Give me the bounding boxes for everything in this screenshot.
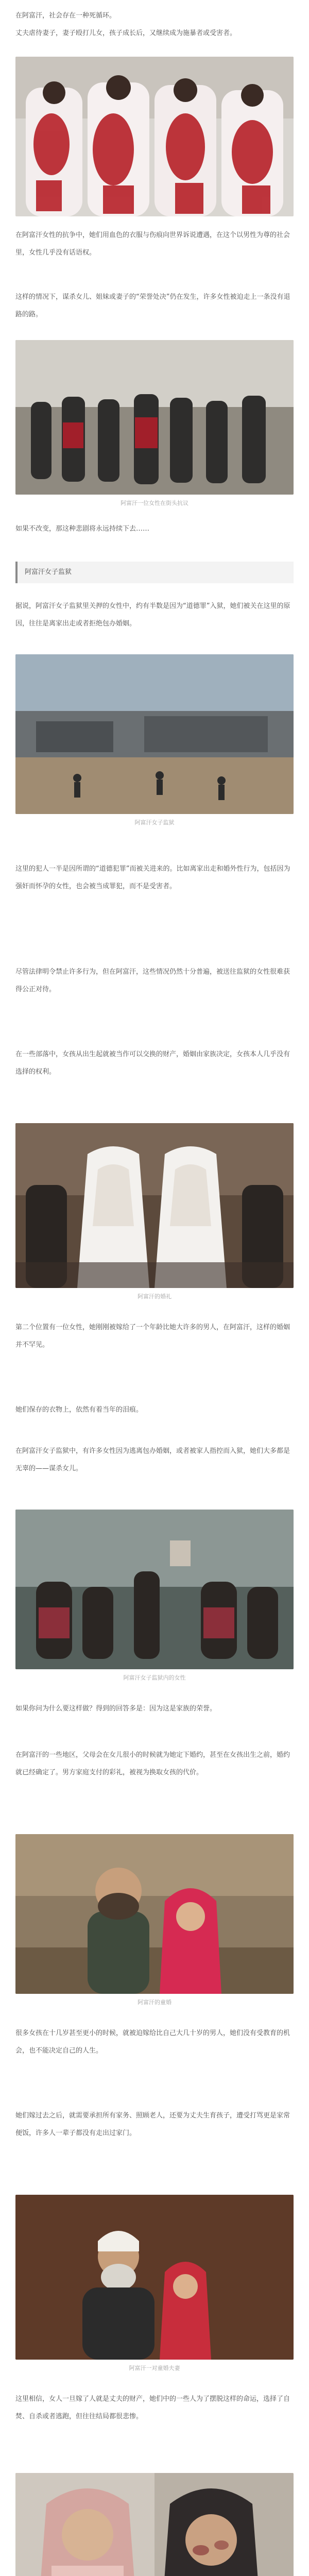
- paragraph-text: 这里相信，女人一旦嫁了人就是丈夫的财产，她们中的一些人为了摆脱这样的命运，选择了自焚、自杀或者逃跑，但往往结局都很悲惨。: [15, 2395, 290, 2420]
- article-paragraph: [15, 520, 294, 538]
- image-caption: 阿富汗的童婚: [138, 1999, 171, 2006]
- paragraph-text: 这里的犯人一半是因所谓的“道德犯罪”而被关进来的。比如离家出走和婚外性行为，包括因为强奸而怀孕的女性，也会被当成罪犯，而不是受害者。: [15, 865, 290, 890]
- article-paragraph: [15, 1319, 294, 1354]
- article-paragraph: [15, 7, 294, 42]
- image-caption: 阿富汗女子监狱: [134, 819, 175, 826]
- paragraph-text: 她们保存的衣物上，依然有着当年的泪痕。: [15, 1406, 143, 1414]
- image-caption: 阿富汗女子监狱内的女性: [123, 1674, 186, 1681]
- paragraph-text: 在阿富汗女子监狱中，有许多女性因为逃离包办婚姻，或者被家人指控而入狱，她们大多都是无辜的——谋杀女儿。: [15, 1447, 290, 1472]
- article-paragraph: [15, 1401, 294, 1419]
- article-paragraph: [15, 1747, 294, 1782]
- paragraph-text: 丈夫虐待妻子，妻子殴打儿女，孩子成长后，又继续成为施暴者或受害者。: [15, 29, 237, 37]
- article-paragraph: [15, 2391, 294, 2426]
- paragraph-text: 这样的情况下，谋杀女儿、姐妹或妻子的“荣誉处决”仍在发生，许多女性被迫走上一条没有退路的路。: [15, 293, 290, 318]
- couple-photo: [15, 2195, 294, 2360]
- protest-photo: [15, 57, 294, 216]
- article-paragraph: [15, 1443, 294, 1478]
- article-paragraph: [15, 1046, 294, 1081]
- article-paragraph: [15, 1700, 294, 1718]
- paragraph-text: 如果你问为什么要这样做？得到的回答多是：因为这是家族的荣誉。: [15, 1705, 217, 1713]
- prison-photo: [15, 654, 294, 814]
- wedding-photo: [15, 1123, 294, 1288]
- image-caption: 阿富汗一对童婚夫妻: [129, 2365, 180, 2371]
- article-paragraph: [15, 2025, 294, 2060]
- paragraph-text: 第二个位置有一位女性，她刚刚被嫁给了一个年龄比她大许多的男人，在阿富汗，这样的婚姻并不罕见。: [15, 1324, 290, 1349]
- article-paragraph: [15, 289, 294, 324]
- article-paragraph: [15, 963, 294, 998]
- image-caption: 阿富汗一位女性在街头抗议: [121, 500, 188, 506]
- article-paragraph: [15, 227, 294, 262]
- paragraph-text: 她们嫁过去之后，就需要承担所有家务、照顾老人，还要为丈夫生育孩子，遭受打骂更是家常便饭，许多人一辈子都没有走出过家门。: [15, 2112, 290, 2137]
- paragraph-text: 在阿富汗女性的抗争中，她们用血色的衣服与伤痕向世界诉说遭遇，在这个以男性为尊的社会里，女性几乎没有话语权。: [15, 231, 290, 257]
- article-paragraph: [15, 598, 294, 633]
- paragraph-text: 据说，阿富汗女子监狱里关押的女性中，约有半数是因为“道德罪”入狱，她们被关在这里的原因，往往是离家出走或者拒绝包办婚姻。: [15, 602, 290, 628]
- child-marriage-photo: [15, 1834, 294, 1994]
- prison-women-photo: [15, 1510, 294, 1669]
- image-caption: 阿富汗的婚礼: [138, 1293, 171, 1300]
- paragraph-text: 在一些部落中，女孩从出生起就被当作可以交换的财产，婚姻由家族决定，女孩本人几乎没有选择的权利。: [15, 1050, 290, 1076]
- girls-photo: [15, 2473, 294, 2576]
- street-crowd-photo: [15, 340, 294, 495]
- paragraph-text: 尽管法律明令禁止许多行为，但在阿富汗，这些情况仍然十分普遍，被送往监狱的女性很难获得公正对待。: [15, 968, 290, 993]
- paragraph-text: 很多女孩在十几岁甚至更小的时候，就被迫嫁给比自己大几十岁的男人，她们没有受教育的机会，也不能决定自己的人生。: [15, 2029, 290, 2055]
- paragraph-text: 如果不改变，那这种悲剧将永远持续下去……: [15, 525, 150, 533]
- paragraph-text: 在阿富汗的一些地区，父母会在女儿很小的时候就为她定下婚约，甚至在女孩出生之前，婚约就已经确定了。男方家庭支付的彩礼，被视为换取女孩的代价。: [15, 1751, 290, 1776]
- article-paragraph: [15, 860, 294, 895]
- article-paragraph: [15, 2107, 294, 2142]
- section-heading: 阿富汗女子监狱: [15, 562, 294, 583]
- paragraph-text: 在阿富汗，社会存在一种死循环。: [15, 12, 116, 20]
